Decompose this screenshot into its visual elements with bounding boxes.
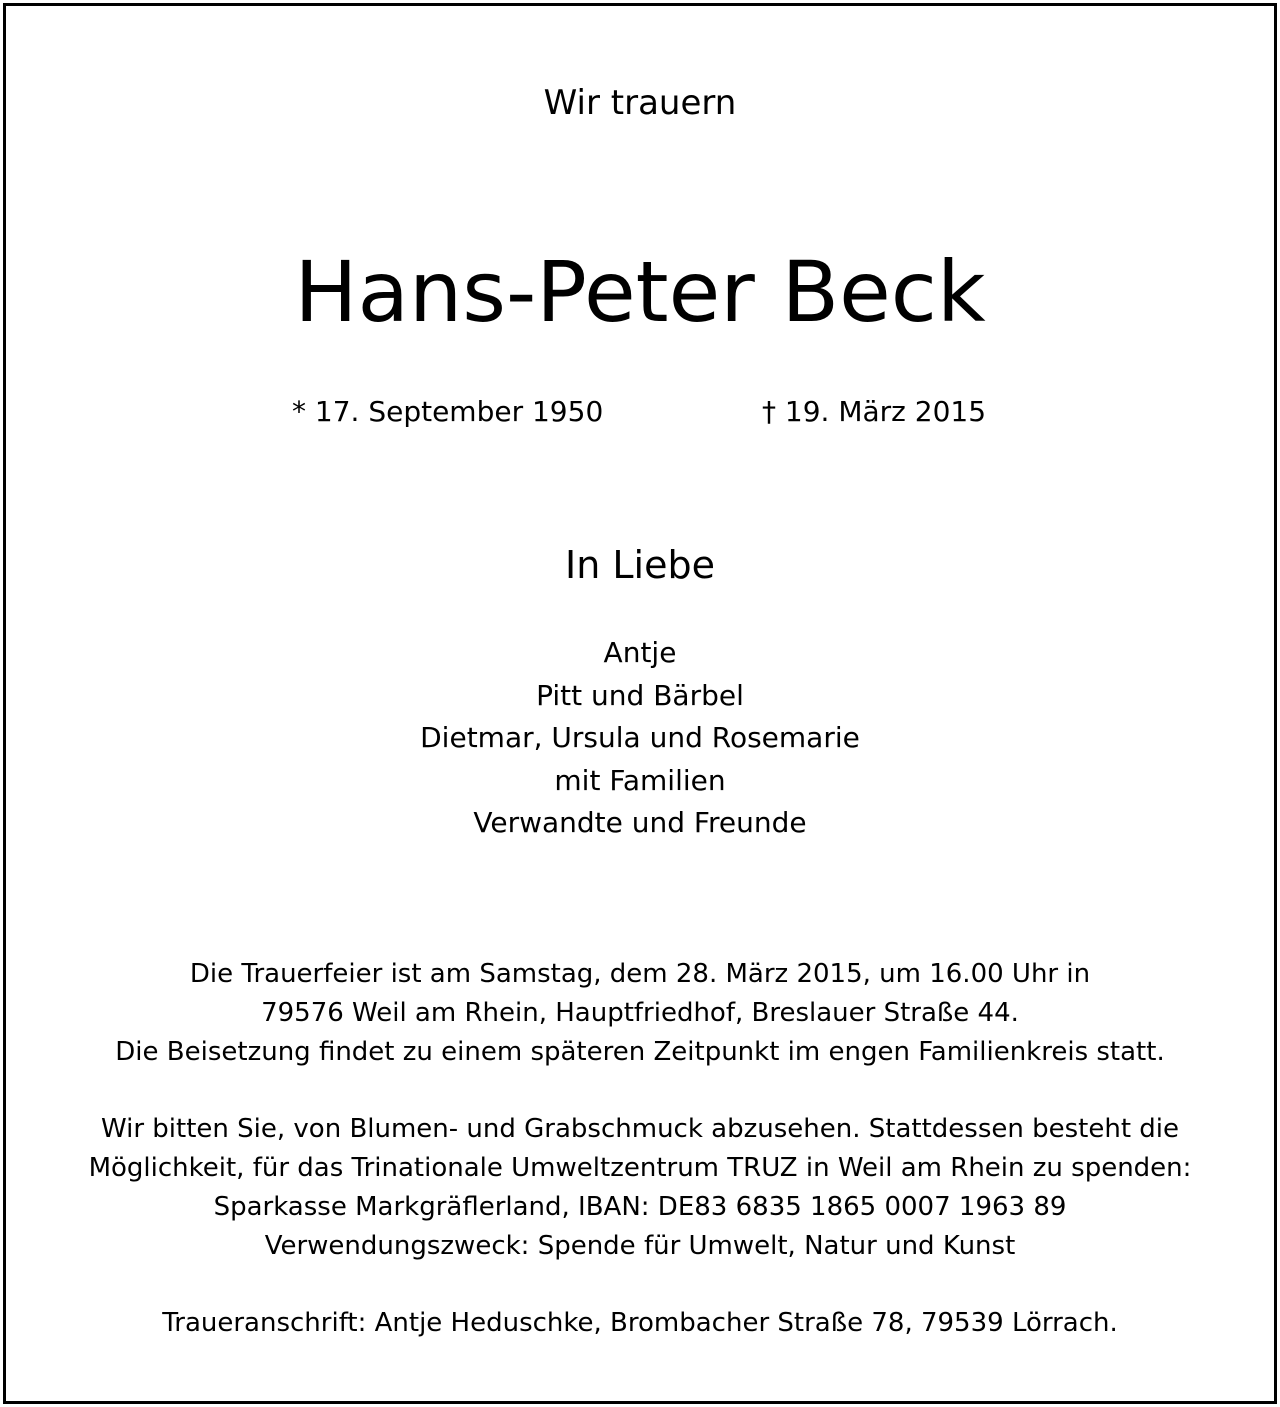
mourner-line: Pitt und Bärbel: [536, 678, 744, 712]
donation-line: Verwendungszweck: Spende für Umwelt, Natur und Kunst: [264, 1231, 1016, 1261]
service-line: Die Trauerfeier ist am Samstag, dem 28. März 2015, um 16.00 Uhr in: [189, 959, 1091, 989]
donation-info: [0, 1110, 1280, 1266]
mourners-list: [0, 632, 1280, 845]
donation-line: Möglichkeit, für das Trinationale Umweltzentrum TRUZ in Weil am Rhein zu spenden:: [88, 1153, 1192, 1183]
donation-line: Wir bitten Sie, von Blumen- und Grabschmuck abzusehen. Stattdessen besteht die: [100, 1114, 1180, 1144]
mourner-line: mit Familien: [554, 763, 726, 797]
mourner-line: Verwandte und Freunde: [473, 806, 807, 839]
address-line: Traueranschrift: Antje Heduschke, Brombacher Straße 78, 79539 Lörrach.: [162, 1308, 1118, 1338]
service-line: 79576 Weil am Rhein, Hauptfriedhof, Breslauer Straße 44.: [261, 998, 1019, 1028]
deceased-name: Hans-Peter Beck: [294, 243, 986, 341]
birth-date: * 17. September 1950: [292, 395, 604, 428]
death-date: † 19. März 2015: [762, 395, 987, 428]
intro-text: Wir trauern: [543, 83, 737, 123]
in-love-heading: In Liebe: [565, 543, 715, 587]
funeral-service-info: [0, 955, 1280, 1072]
mourner-line: Antje: [603, 636, 677, 669]
donation-line: Sparkasse Markgräflerland, IBAN: DE83 6835 1865 0007 1963 89: [213, 1192, 1067, 1222]
mourning-address: [0, 1304, 1280, 1343]
mourner-line: Dietmar, Ursula und Rosemarie: [420, 721, 860, 754]
service-line: Die Beisetzung findet zu einem späteren Zeitpunkt im engen Familienkreis statt.: [115, 1037, 1165, 1067]
